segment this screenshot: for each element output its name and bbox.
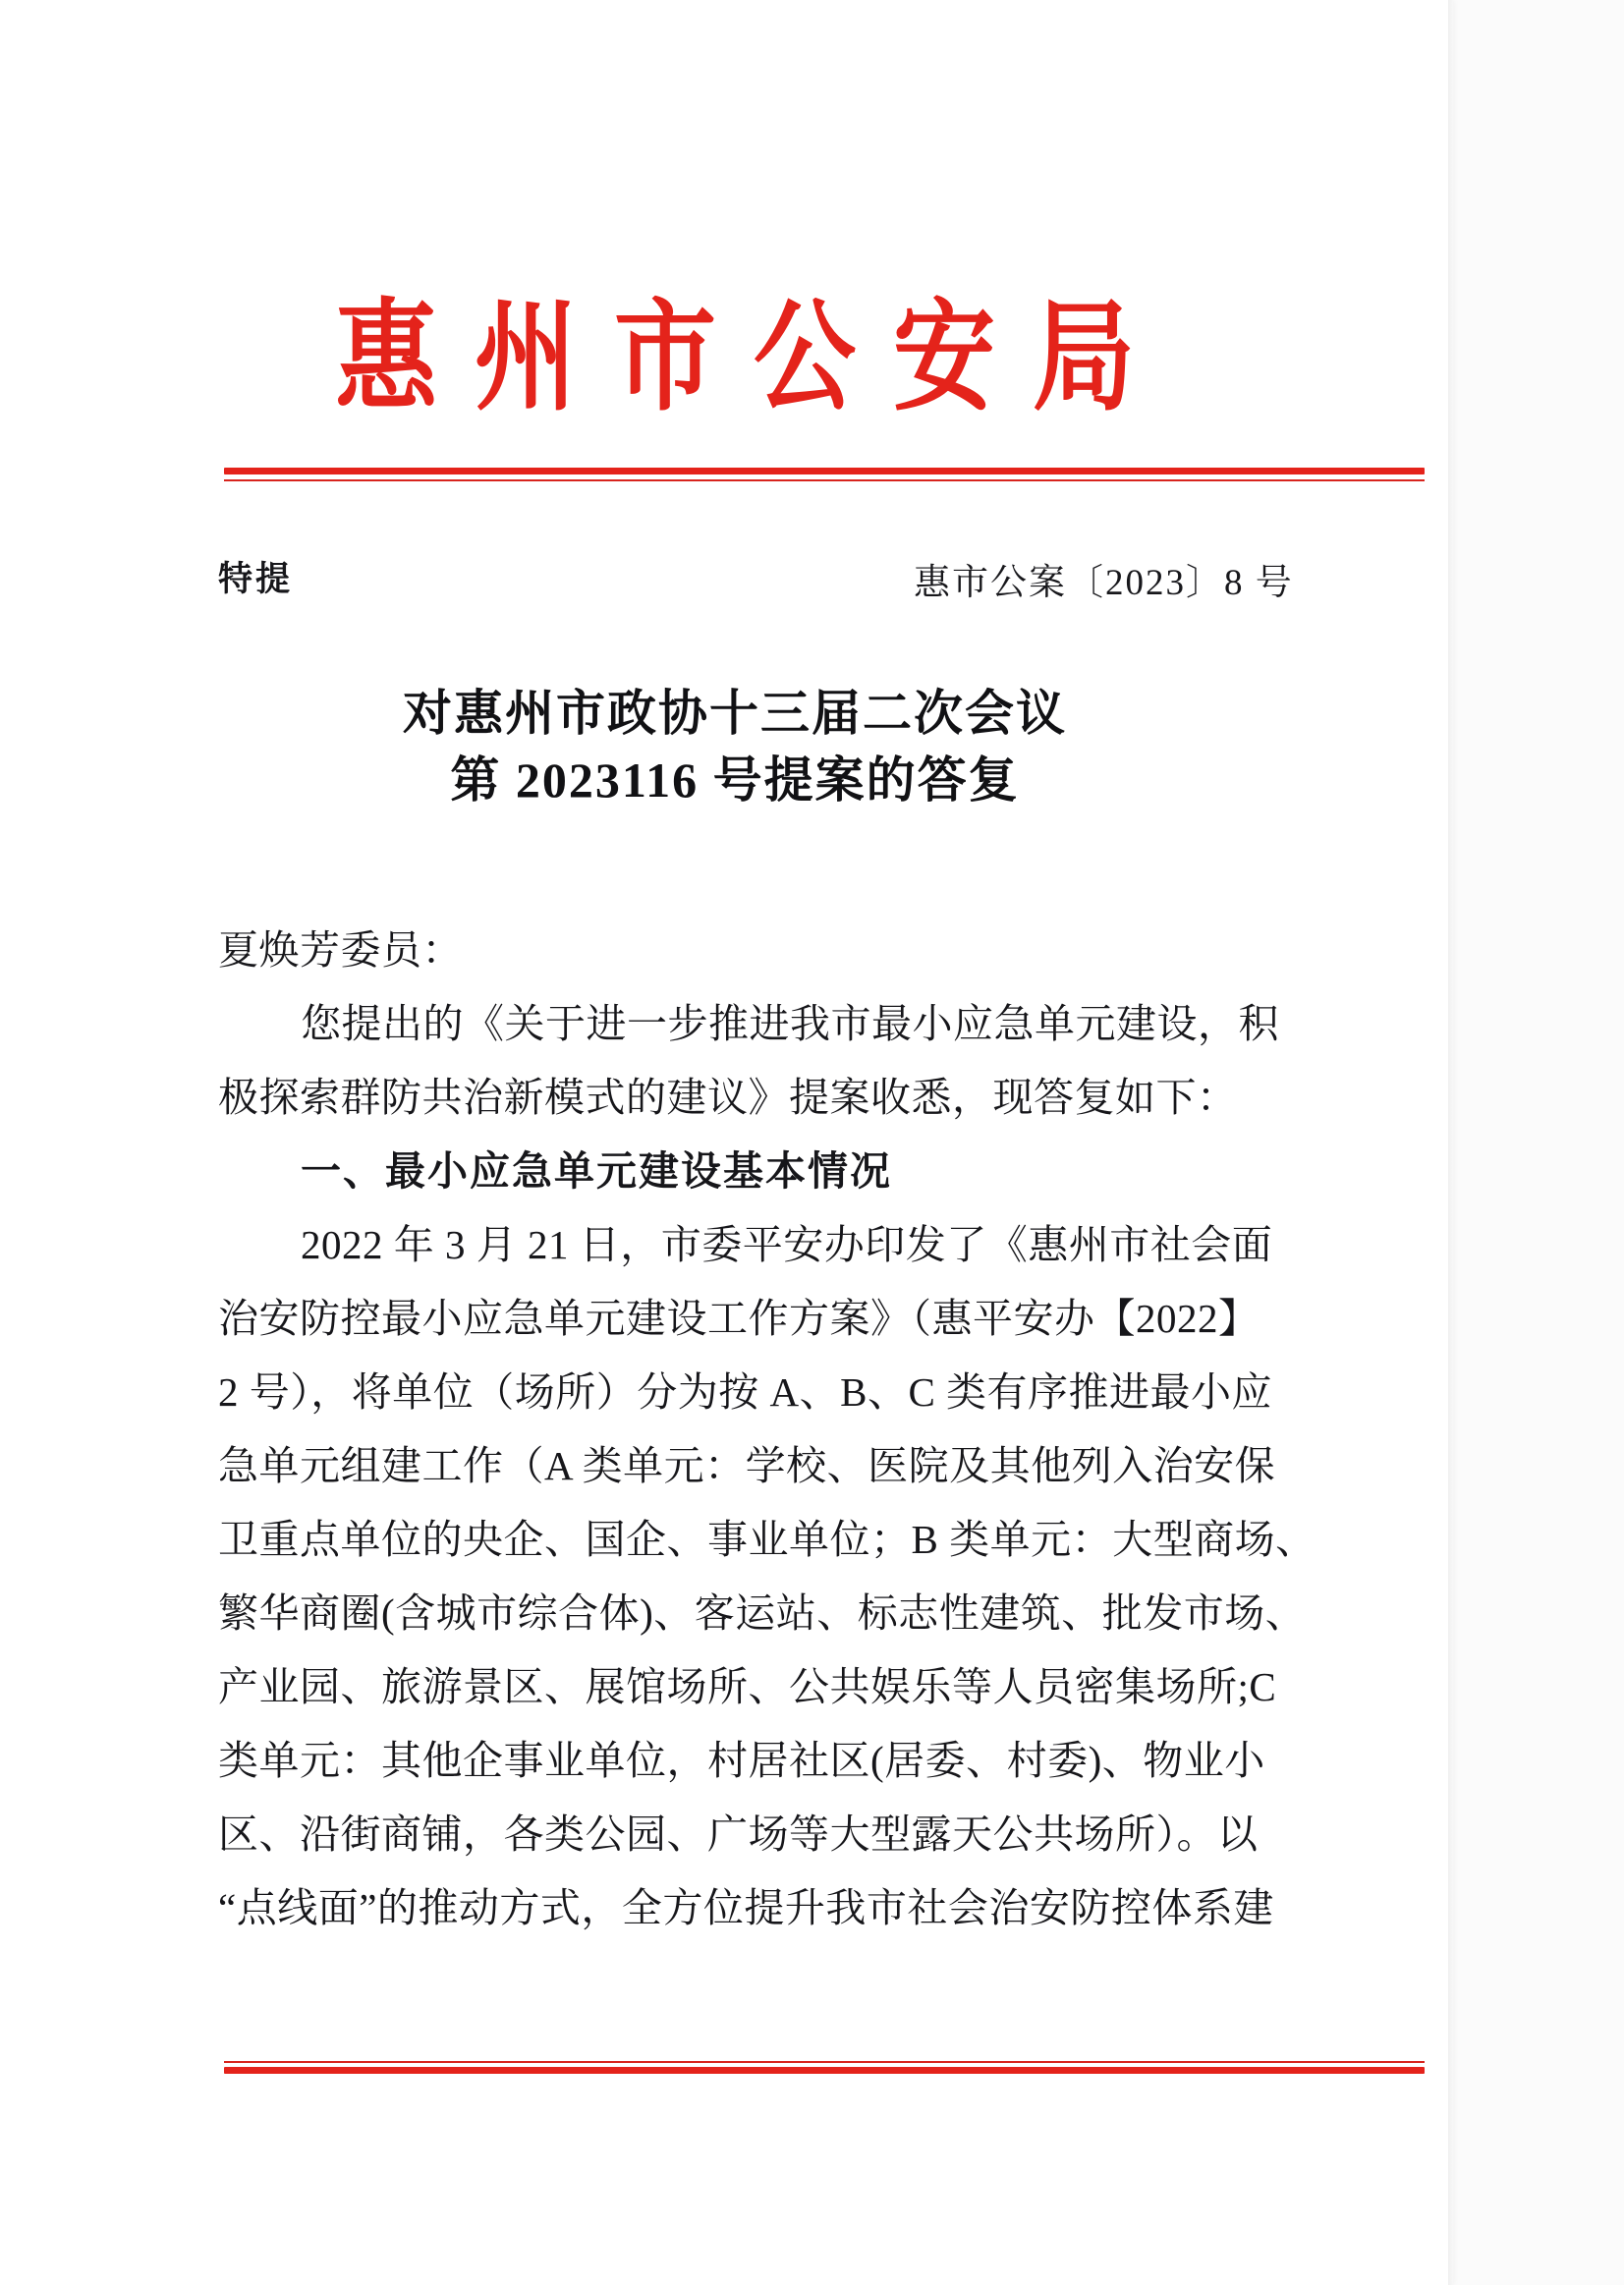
body-line-1: 您提出的《关于进一步推进我市最小应急单元建设，积 xyxy=(301,1001,1279,1046)
body-line-6: 2 号），将单位（场所）分为按 A、B、C 类有序推进最小应 xyxy=(218,1369,1273,1415)
masthead-red-rule xyxy=(224,468,1425,481)
document-title-line-2: 第 2023116 号提案的答复 xyxy=(450,752,1020,808)
masthead-rule-thick xyxy=(224,468,1425,474)
document-body xyxy=(218,914,1428,1945)
section-heading-1: 一、最小应急单元建设基本情况 xyxy=(301,1148,892,1194)
document-title xyxy=(214,680,1256,813)
document-title-line-1: 对惠州市政协十三届二次会议 xyxy=(403,686,1067,741)
salutation: 夏焕芳委员： xyxy=(218,927,463,973)
body-line-8: 卫重点单位的央企、国企、事业单位；B 类单元：大型商场、 xyxy=(218,1517,1316,1562)
body-line-13: “点线面”的推动方式，全方位提升我市社会治安防控体系建 xyxy=(218,1885,1274,1930)
body-line-5: 治安防控最小应急单元建设工作方案》（惠平安办【2022】 xyxy=(218,1296,1260,1341)
document-serial-number: 惠市公案〔2023〕8 号 xyxy=(914,563,1294,603)
footer-rule-thick xyxy=(224,2067,1425,2074)
body-line-7: 急单元组建工作（A 类单元：学校、医院及其他列入治安保 xyxy=(218,1443,1276,1488)
body-line-2: 极探索群防共治新模式的建议》提案收悉，现答复如下： xyxy=(218,1075,1238,1120)
issuing-authority-title: 惠州市公安局 xyxy=(334,292,1172,426)
urgency-mark: 特提 xyxy=(218,560,294,598)
body-line-12: 区、沿街商铺，各类公园、广场等大型露天公共场所）。以 xyxy=(218,1811,1259,1857)
masthead-rule-thin xyxy=(224,479,1425,481)
serial-row xyxy=(0,552,1452,613)
body-line-11: 类单元：其他企事业单位，村居社区(居委、村委)、物业小 xyxy=(218,1738,1265,1783)
body-line-10: 产业园、旅游景区、展馆场所、公共娱乐等人员密集场所;C xyxy=(218,1664,1277,1709)
body-line-4: 2022 年 3 月 21 日，市委平安办印发了《惠州市社会面 xyxy=(301,1222,1273,1267)
body-line-9: 繁华商圈(含城市综合体)、客运站、标志性建筑、批发市场、 xyxy=(218,1590,1307,1636)
footer-red-rule xyxy=(224,2061,1425,2074)
masthead xyxy=(214,292,1256,426)
